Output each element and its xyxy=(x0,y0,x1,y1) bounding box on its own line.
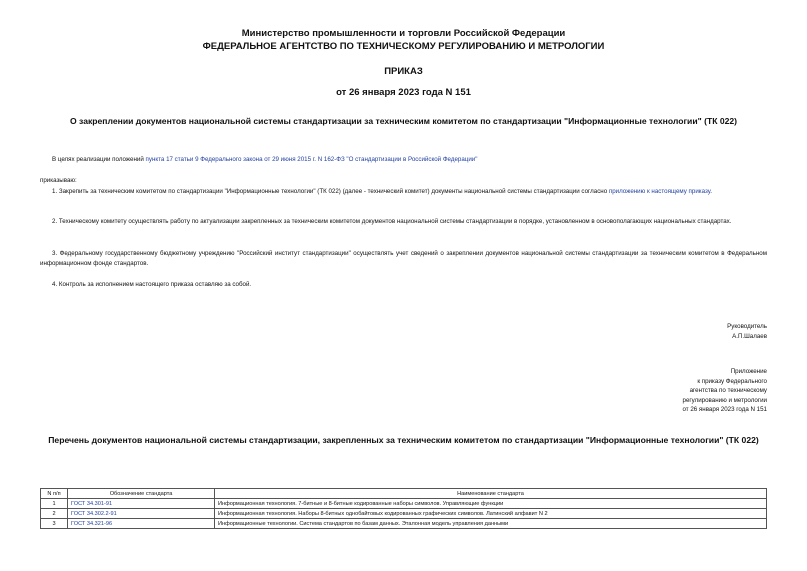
standards-table xyxy=(40,488,767,529)
table-row xyxy=(41,519,767,529)
preamble-text: В целях реализации положений xyxy=(52,156,146,163)
standard-link[interactable]: ГОСТ 34.321-96 xyxy=(68,519,215,529)
table-header-row xyxy=(41,489,767,499)
item-2: 2. Техническому комитету осуществлять работу по актуализации закрепленных за техническим комитетом документов национальной системы стандартизации в порядке, установленном в основополагающих национальных стандартах. xyxy=(52,218,732,225)
appendix-line-5: от 26 января 2023 года N 151 xyxy=(682,406,767,413)
doc-type: ПРИКАЗ xyxy=(384,66,423,77)
item-1 xyxy=(40,187,767,197)
standard-link[interactable]: ГОСТ 34.302.2-91 xyxy=(68,509,215,519)
signature-name: А.П.Шалаев xyxy=(732,332,767,340)
row-number: 1 xyxy=(41,499,68,509)
header-name: Наименование стандарта xyxy=(215,489,767,499)
header-number: N п/п xyxy=(41,489,68,499)
appendix-link[interactable]: приложению к настоящему приказу xyxy=(608,188,711,195)
doc-date-number: от 26 января 2023 года N 151 xyxy=(336,87,471,98)
appendix-header xyxy=(682,367,767,415)
row-number: 3 xyxy=(41,519,68,529)
appendix-title: Перечень документов национальной системы стандартизации, закрепленных за техническим комитетом по стандартизации "Информационные технологии" (ТК 022) xyxy=(48,435,759,445)
preamble xyxy=(52,155,767,165)
appendix-line-4: регулированию и метрологии xyxy=(682,396,767,404)
item-3: 3. Федеральному государственному бюджетному учреждению "Российский институт стандартизации" осуществлять учет сведений о закреплении документов национальной системы стандартизации за техническим комитетом в Федеральном информационном фонде стандартов. xyxy=(40,250,767,267)
table-row xyxy=(41,499,767,509)
appendix-line-2: к приказу Федерального xyxy=(697,377,767,385)
header-code: Обозначение стандарта xyxy=(68,489,215,499)
signature-position: Руководитель xyxy=(727,323,767,330)
appendix-line-3: агентства по техническому xyxy=(689,387,767,394)
ministry-name: Министерство промышленности и торговли Российской Федерации xyxy=(241,28,566,39)
standard-name: Информационные технологии. Система стандартов по базам данных. Эталонная модель управления данными xyxy=(215,519,767,529)
table-row xyxy=(41,509,767,519)
standard-name: Информационная технология. Наборы 8-битных однобайтовых кодированных графических символов. Латинский алфавит N 2 xyxy=(215,509,767,519)
order-word: приказываю: xyxy=(40,177,77,184)
item-4: 4. Контроль за исполнением настоящего приказа оставляю за собой. xyxy=(52,281,252,288)
agency-name: ФЕДЕРАЛЬНОЕ АГЕНТСТВО ПО ТЕХНИЧЕСКОМУ РЕГУЛИРОВАНИЮ И МЕТРОЛОГИИ xyxy=(202,41,605,52)
standard-name: Информационная технология. 7-битные и 8-битные кодированные наборы символов. Управляющие функции xyxy=(215,499,767,509)
row-number: 2 xyxy=(41,509,68,519)
standard-link[interactable]: ГОСТ 34.301-91 xyxy=(68,499,215,509)
item-1-text: 1. Закрепить за техническим комитетом по стандартизации "Информационные технологии" (ТК 022) (далее - технический комитет) документы национальной системы стандартизации согласно xyxy=(52,188,609,195)
law-link[interactable]: пункта 17 статьи 9 Федерального закона от 29 июня 2015 г. N 162-ФЗ "О стандартизации в Российской Федерации" xyxy=(145,156,478,163)
item-1-end: . xyxy=(710,188,712,195)
order-title: О закреплении документов национальной системы стандартизации за техническим комитетом по стандартизации "Информационные технологии" (ТК 022) xyxy=(69,116,738,126)
signature-block xyxy=(727,322,767,341)
appendix-line-1: Приложение xyxy=(730,368,767,375)
